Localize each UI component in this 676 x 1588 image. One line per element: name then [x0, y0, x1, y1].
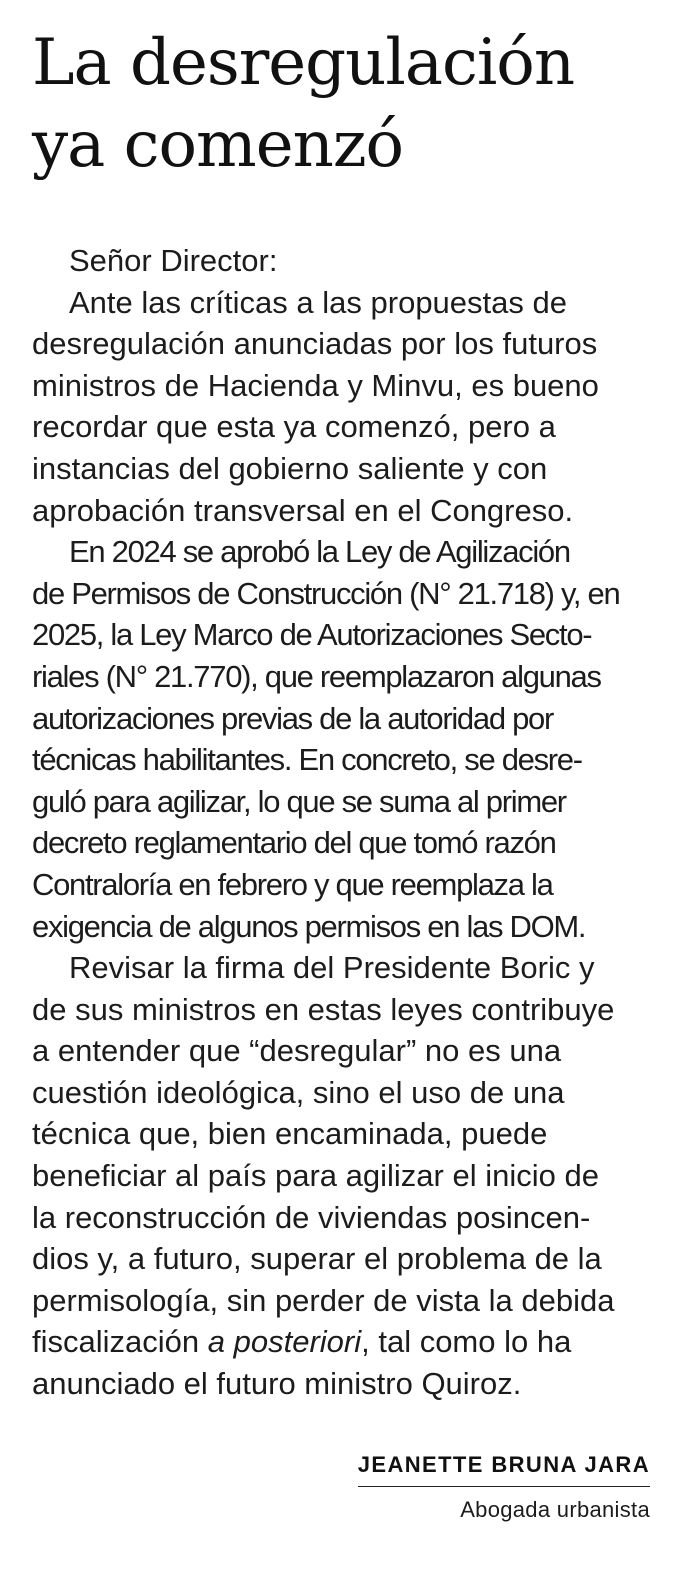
text-fragment: fiscalización: [32, 1324, 208, 1360]
text-line: En 2024 se aprobó la Ley de Agilización: [69, 534, 570, 570]
paragraph-2: [32, 531, 650, 947]
text-line: desregulación anunciadas por los futuros: [32, 326, 598, 362]
author-name: JEANETTE BRUNA JARA: [358, 1452, 650, 1487]
text-line: de Permisos de Construcción (N° 21.718) y, en: [32, 575, 620, 611]
text-line: riales (N° 21.770), que reemplazaron algunas: [32, 658, 601, 694]
paragraph-1: [32, 282, 650, 532]
text-line: guló para agilizar, lo que se suma al primer: [32, 783, 566, 819]
headline: [32, 22, 650, 186]
text-line: exigencia de algunos permisos en las DOM.: [32, 908, 586, 944]
text-line: autorizaciones previas de la autoridad por: [32, 700, 553, 736]
paragraph-3: [32, 947, 650, 1405]
text-line: Contraloría en febrero y que reemplaza la: [32, 866, 553, 902]
text-line: dios y, a futuro, superar el problema de la: [32, 1241, 602, 1277]
salutation-text: Señor Director:: [69, 243, 278, 278]
text-line: cuestión ideológica, sino el uso de una: [32, 1074, 565, 1110]
italic-phrase: a posteriori: [207, 1324, 362, 1360]
text-line: técnicas habilitantes. En concreto, se desre-: [32, 742, 582, 778]
text-line: 2025, la Ley Marco de Autorizaciones Secto-: [32, 617, 592, 653]
text-line: Ante las críticas a las propuestas de: [69, 284, 567, 320]
text-line: aprobación transversal en el Congreso.: [32, 492, 574, 528]
text-line: beneficiar al país para agilizar el inicio de: [32, 1158, 599, 1194]
text-line: instancias del gobierno saliente y con: [32, 450, 548, 486]
salutation: [32, 240, 650, 282]
text-line-mixed: [32, 1321, 650, 1363]
author-role: Abogada urbanista: [460, 1497, 650, 1522]
text-line: de sus ministros en estas leyes contribuye: [32, 991, 615, 1027]
text-line: permisología, sin perder de vista la debida: [32, 1282, 615, 1318]
text-line: la reconstrucción de viviendas posincen-: [32, 1199, 591, 1235]
text-line: Revisar la firma del Presidente Boric y: [69, 950, 595, 986]
text-fragment: , tal como lo ha: [361, 1324, 572, 1360]
text-line: decreto reglamentario del que tomó razón: [32, 825, 556, 861]
text-line: anunciado el futuro ministro Quiroz.: [32, 1366, 522, 1402]
signature-block: [358, 1452, 650, 1523]
text-line: a entender que “desregular” no es una: [32, 1033, 562, 1069]
headline-line-1: La desregulación: [32, 26, 575, 100]
letter-body: [32, 240, 650, 1405]
text-line: ministros de Hacienda y Minvu, es bueno: [32, 367, 599, 403]
headline-line-2: ya comenzó: [32, 108, 404, 182]
text-line: técnica que, bien encaminada, puede: [32, 1116, 548, 1152]
text-line: recordar que esta ya comenzó, pero a: [32, 409, 556, 445]
